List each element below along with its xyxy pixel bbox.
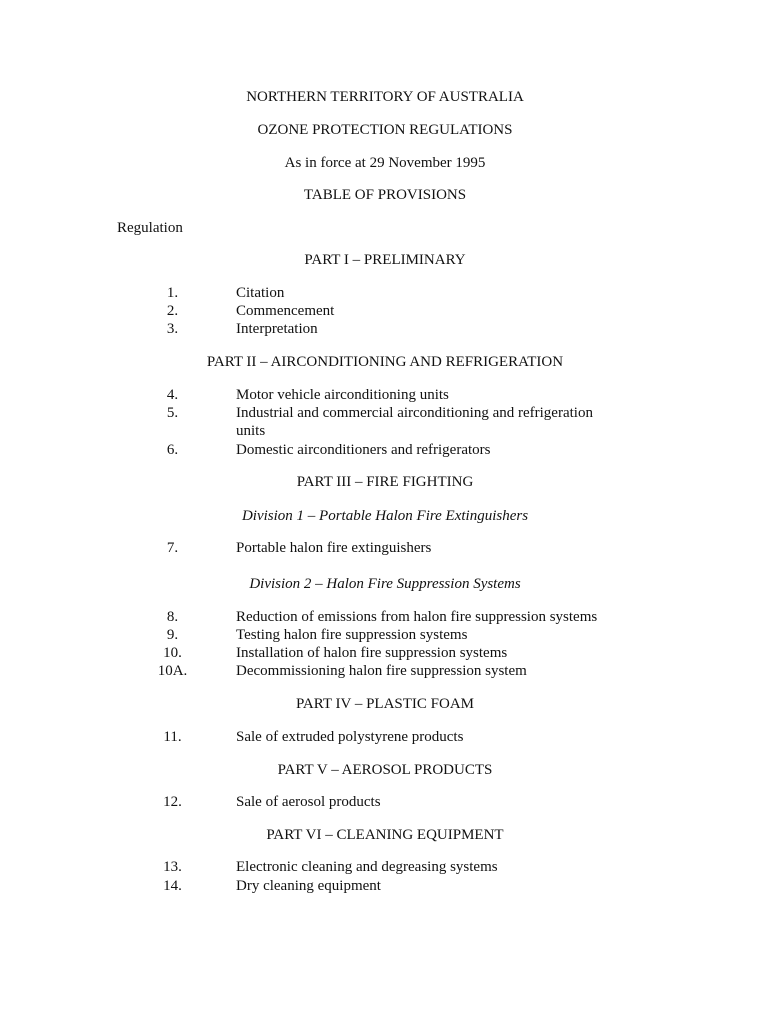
regulation-title: Sale of aerosol products bbox=[236, 794, 381, 810]
regulation-number: 14. bbox=[163, 878, 182, 894]
regulation-number: 7. bbox=[166, 540, 179, 556]
regulation-number: 4. bbox=[166, 387, 179, 403]
regulation-number: 13. bbox=[163, 859, 182, 875]
regulation-number: 6. bbox=[166, 442, 179, 458]
regulation-column-label: Regulation bbox=[117, 220, 183, 236]
document-title: OZONE PROTECTION REGULATIONS bbox=[257, 122, 513, 138]
regulation-number: 8. bbox=[166, 609, 179, 625]
regulation-number: 5. bbox=[166, 405, 179, 421]
part-heading-4: PART IV – PLASTIC FOAM bbox=[295, 696, 475, 712]
division-heading-2: Division 2 – Halon Fire Suppression Systems bbox=[249, 576, 521, 592]
part-heading-5: PART V – AEROSOL PRODUCTS bbox=[277, 762, 493, 778]
regulation-number: 1. bbox=[166, 285, 179, 301]
regulation-title: Domestic airconditioners and refrigerators bbox=[236, 442, 491, 458]
regulation-title-continued: units bbox=[236, 423, 266, 439]
division-heading-1: Division 1 – Portable Halon Fire Extinguishers bbox=[241, 508, 529, 524]
regulation-title: Electronic cleaning and degreasing systems bbox=[236, 859, 498, 875]
regulation-title: Motor vehicle airconditioning units bbox=[236, 387, 449, 403]
regulation-title: Commencement bbox=[236, 303, 335, 319]
regulation-number: 11. bbox=[163, 729, 182, 745]
regulation-title: Sale of extruded polystyrene products bbox=[236, 729, 464, 745]
regulation-title: Reduction of emissions from halon fire suppression systems bbox=[236, 609, 598, 625]
regulation-title: Portable halon fire extinguishers bbox=[236, 540, 432, 556]
part-heading-2: PART II – AIRCONDITIONING AND REFRIGERATION bbox=[206, 354, 564, 370]
part-heading-1: PART I – PRELIMINARY bbox=[304, 252, 466, 268]
regulation-number: 12. bbox=[163, 794, 182, 810]
regulation-title: Installation of halon fire suppression systems bbox=[236, 645, 508, 661]
regulation-title: Interpretation bbox=[236, 321, 318, 337]
regulation-number: 10. bbox=[163, 645, 182, 661]
part-heading-6: PART VI – CLEANING EQUIPMENT bbox=[266, 827, 504, 843]
regulation-title: Citation bbox=[236, 285, 285, 301]
regulation-number: 9. bbox=[166, 627, 179, 643]
regulation-title: Dry cleaning equipment bbox=[236, 878, 381, 894]
part-heading-3: PART III – FIRE FIGHTING bbox=[296, 474, 474, 490]
regulation-number: 3. bbox=[166, 321, 179, 337]
regulation-title: Industrial and commercial airconditioning and refrigeration bbox=[236, 405, 593, 421]
jurisdiction-heading: NORTHERN TERRITORY OF AUSTRALIA bbox=[246, 89, 524, 105]
toc-heading: TABLE OF PROVISIONS bbox=[303, 187, 467, 203]
regulation-title: Decommissioning halon fire suppression system bbox=[236, 663, 527, 679]
regulation-number: 10A. bbox=[157, 663, 188, 679]
in-force-date: As in force at 29 November 1995 bbox=[284, 155, 486, 171]
regulation-title: Testing halon fire suppression systems bbox=[236, 627, 468, 643]
regulation-number: 2. bbox=[166, 303, 179, 319]
